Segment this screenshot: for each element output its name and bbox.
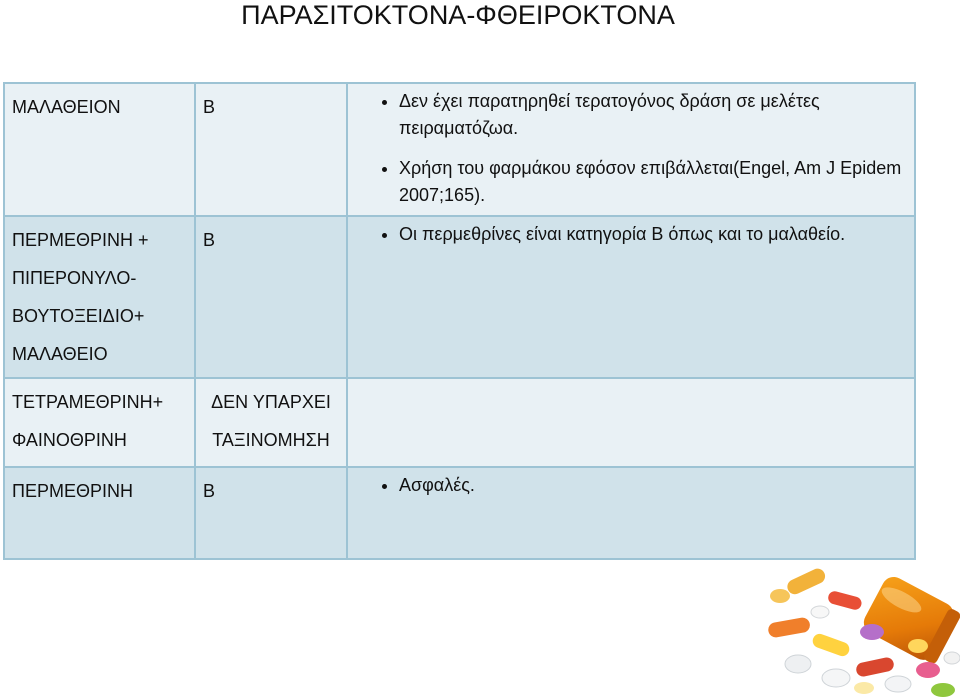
- drug-table: [3, 82, 916, 560]
- drug-name-line: ΜΑΛΑΘΕΙΟ: [12, 344, 108, 364]
- drug-name-line: ΠΕΡΜΕΘΡΙΝΗ +: [12, 230, 149, 250]
- note-item: • Χρήση του φαρμάκου εφόσον επιβάλλεται(Engel, Am J Epidem 2007;165).: [399, 155, 907, 209]
- drug-name-line: ΜΑΛΑΘΕΙΟΝ: [12, 97, 121, 117]
- category-cell: [195, 467, 347, 559]
- notes-list: [355, 88, 907, 209]
- drug-name-line: ΒΟΥΤΟΞΕΙΔΙΟ+: [12, 306, 145, 326]
- notes-list: [355, 472, 907, 499]
- category-line: Β: [203, 481, 216, 501]
- note-item: • Δεν έχει παρατηρηθεί τερατογόνος δράση σε μελέτες πειραματόζωα.: [399, 88, 907, 142]
- category-cell: [195, 378, 347, 467]
- drug-cell: [4, 467, 195, 559]
- category-line: Β: [203, 230, 216, 250]
- category-line: ΔΕΝ ΥΠΑΡΧΕΙ: [211, 392, 331, 412]
- page-title: ΠΑΡΑΣΙΤΟΚΤΟΝΑ-ΦΘΕΙΡΟΚΤΟΝΑ: [241, 0, 675, 30]
- category-line: Β: [203, 97, 216, 117]
- drug-name-line: ΠΕΡΜΕΘΡΙΝΗ: [12, 481, 134, 501]
- category-cell: [195, 83, 347, 216]
- drug-name-line: ΤΕΤΡΑΜΕΘΡΙΝΗ+: [12, 392, 164, 412]
- category-cell: [195, 216, 347, 378]
- table-row: [4, 378, 915, 467]
- note-item: • Ασφαλές.: [399, 472, 907, 499]
- drug-cell: [4, 378, 195, 467]
- table-row: [4, 83, 915, 216]
- drug-cell: [4, 83, 195, 216]
- notes-list: [355, 221, 907, 248]
- drug-name-line: ΦΑΙΝΟΘΡΙΝΗ: [12, 430, 127, 450]
- drug-cell: [4, 216, 195, 378]
- notes-cell: [347, 467, 915, 559]
- table-row: [4, 467, 915, 559]
- drug-name-line: ΠΙΠΕΡΟΝΥΛΟ-: [12, 268, 137, 288]
- pills-bottle-icon: [768, 566, 960, 698]
- note-item: • Οι περμεθρίνες είναι κατηγορία Β όπως και το μαλαθείο.: [399, 221, 907, 248]
- table-row: [4, 216, 915, 378]
- notes-cell: [347, 216, 915, 378]
- category-line: ΤΑΞΙΝΟΜΗΣΗ: [212, 430, 330, 450]
- notes-cell: [347, 83, 915, 216]
- notes-cell: [347, 378, 915, 467]
